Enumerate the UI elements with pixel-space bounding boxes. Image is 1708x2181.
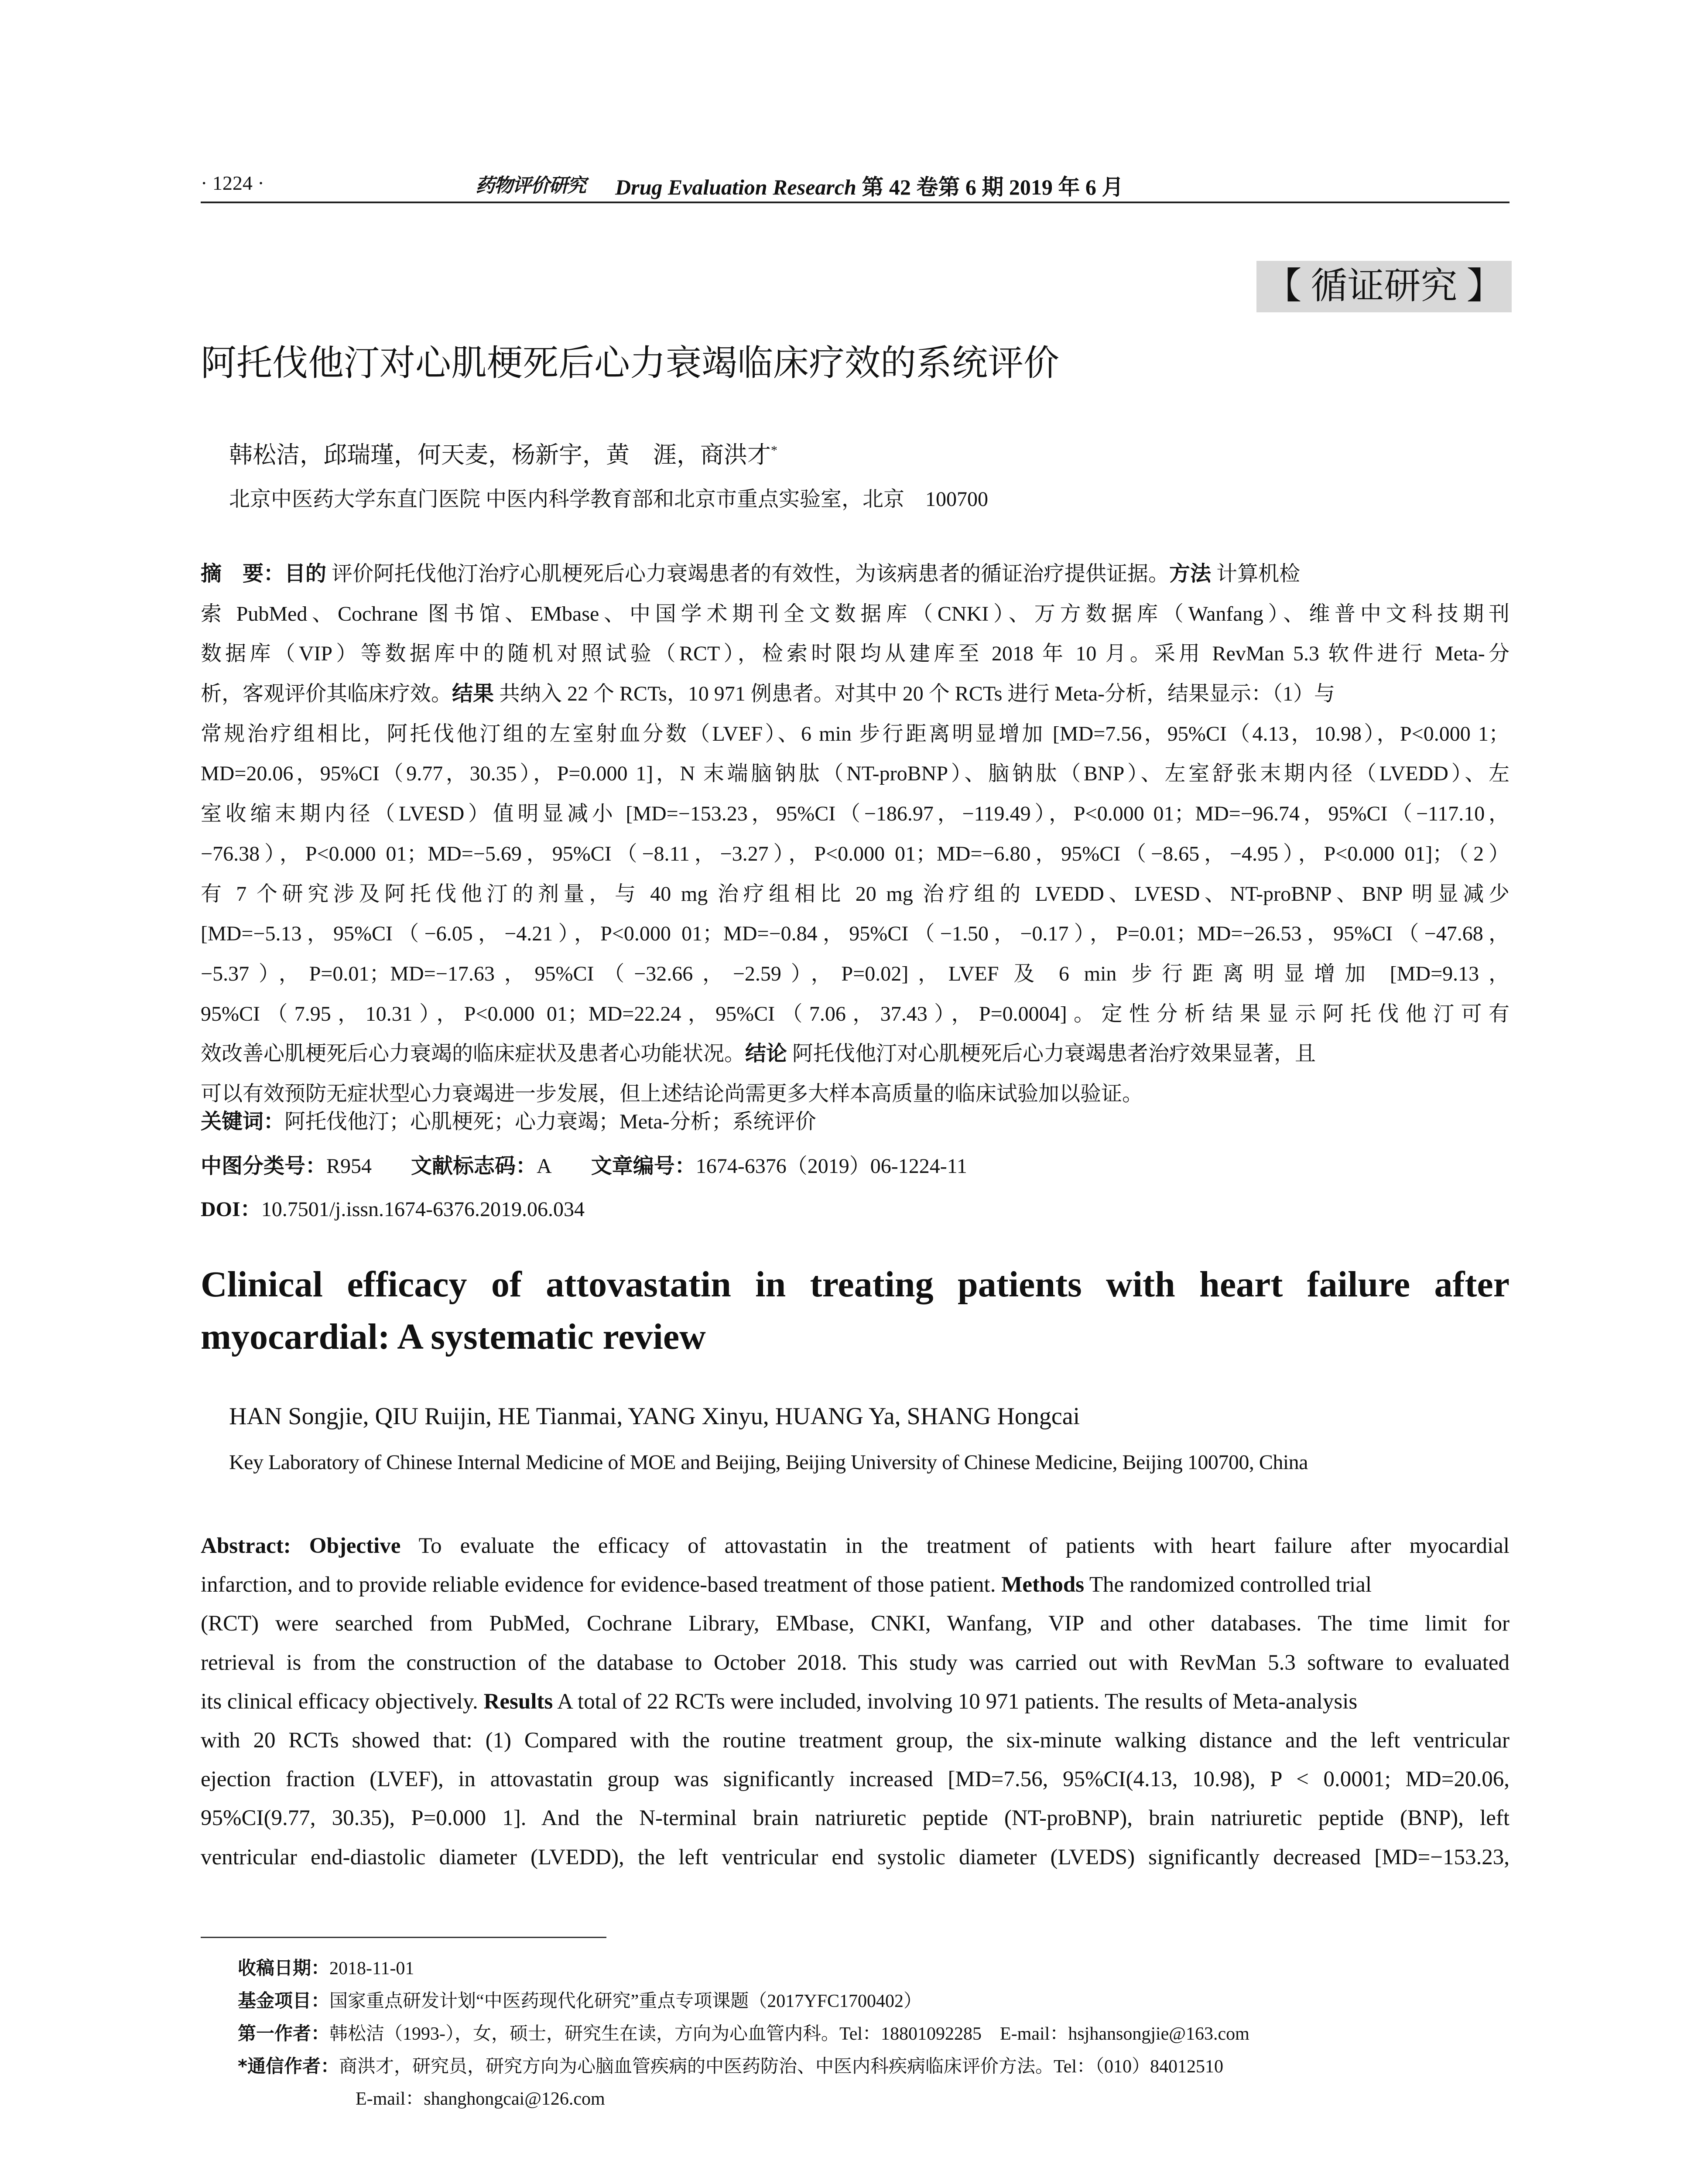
abstract-line: 室收缩末期内径（LVESD）值明显减小 [MD=−153.23，95%CI（−186.97，−119.49），P<0.000 01；MD=−96.74，95%CI（−117.10，	[201, 802, 1509, 826]
article-number: 1674-6376（2019）06-1224-11	[695, 1155, 967, 1178]
chinese-keywords	[201, 1104, 816, 1135]
doc-code-value: A	[537, 1155, 552, 1178]
journal-logo: 药物评价研究	[476, 175, 585, 196]
english-affiliation: Key Laboratory of Chinese Internal Medicine of MOE and Beijing, Beijing University of Chinese Medicine, Beijing 100700, China	[229, 1451, 1308, 1474]
section-label: 【 循证研究 】	[1256, 261, 1512, 312]
methods-label: Methods	[1001, 1573, 1085, 1597]
abstract-line: ejection fraction (LVEF), in attovastatin group was significantly increased [MD=7.56, 95%CI(4.13, 10.98), P < 0.0001; MD=20.06,	[201, 1767, 1509, 1792]
abstract-line: 析，客观评价其临床疗效。结果 共纳入 22 个 RCTs，10 971 例患者。对其中 20 个 RCTs 进行 Meta-分析，结果显示：（1）与	[201, 681, 1335, 706]
english-title-line: Clinical efficacy of attovastatin in treating patients with heart failure after	[201, 1264, 1509, 1305]
corresponding-mark: *	[771, 443, 777, 458]
abstract-line: 有 7 个研究涉及阿托伐他汀的剂量，与 40 mg 治疗组相比 20 mg 治疗组的 LVEDD、LVESD、NT-proBNP、BNP 明显减少	[201, 882, 1509, 906]
abstract-line: 95%CI（7.95，10.31），P<0.000 01；MD=22.24，95%CI（7.06，37.43），P=0.0004]。定性分析结果显示阿托伐他汀可有	[201, 1002, 1509, 1026]
doi-line: DOI：10.7501/j.issn.1674-6376.2019.06.034	[201, 1198, 585, 1221]
journal-issue: 第 42 卷第 6 期 2019 年 6 月	[862, 175, 1124, 199]
page-number: · 1224 ·	[201, 172, 264, 194]
chinese-title: 阿托伐他汀对心肌梗死后心力衰竭临床疗效的系统评价	[201, 342, 1060, 384]
abstract-line: ventricular end-diastolic diameter (LVEDD), the left ventricular end systolic diameter (LVEDS) significantly decreased [MD=−153.23,	[201, 1845, 1509, 1870]
journal-citation	[615, 170, 1123, 201]
abstract-line: (RCT) were searched from PubMed, Cochrane Library, EMbase, CNKI, Wanfang, VIP and other databases. The time limit for	[201, 1611, 1509, 1636]
abstract-line: infarction, and to provide reliable evidence for evidence-based treatment of those patient. Methods The randomized controlled trial	[201, 1573, 1372, 1597]
keywords-label: 关键词：	[201, 1109, 285, 1134]
abstract-line: 可以有效预防无症状型心力衰竭进一步发展，但上述结论尚需更多大样本高质量的临床试验加以验证。	[201, 1082, 1143, 1105]
first-author-info: 第一作者：韩松洁（1993-），女，硕士，研究生在读，方向为心血管内科。Tel：18801092285 E-mail：hsjhansongjie@163.com	[238, 2023, 1249, 2044]
abstract-line: −5.37），P=0.01；MD=−17.63，95%CI（−32.66，−2.59），P=0.02]，LVEF 及 6 min 步行距离明显增加 [MD=9.13，	[201, 962, 1509, 985]
abstract-line: MD=20.06，95%CI（9.77，30.35），P=0.000 1]，N 末端脑钠肽（NT-proBNP）、脑钠肽（BNP）、左室舒张末期内径（LVEDD）、左	[201, 762, 1509, 786]
chinese-authors	[229, 436, 777, 470]
abstract-line: 摘 要：目的 评价阿托伐他汀治疗心肌梗死后心力衰竭患者的有效性，为该病患者的循证治疗提供证据。方法 计算机检	[201, 561, 1301, 586]
abstract-line: −76.38），P<0.000 01；MD=−5.69，95%CI（−8.11，−3.27），P<0.000 01；MD=−6.80，95%CI（−8.65，−4.95），P<0.000 01]；（2）	[201, 842, 1509, 865]
abstract-line: [MD=−5.13，95%CI（−6.05，−4.21），P<0.000 01；MD=−0.84，95%CI（−1.50，−0.17），P=0.01；MD=−26.53，95%CI（−47.68，	[201, 922, 1509, 946]
conclusion-label: 结论	[745, 1041, 787, 1066]
methods-label: 方法	[1169, 561, 1212, 586]
abstract-label: 摘 要：	[201, 561, 285, 586]
objective-label: 目的	[284, 561, 327, 586]
abstract-objective-label: Abstract: Objective	[201, 1534, 401, 1558]
chinese-affiliation: 北京中医药大学东直门医院 中医内科学教育部和北京市重点实验室，北京 100700	[229, 488, 989, 511]
corresponding-email: E-mail：shanghongcai@126.com	[356, 2089, 605, 2109]
english-authors: HAN Songjie, QIU Ruijin, HE Tianmai, YANG Xinyu, HUANG Ya, SHANG Hongcai	[229, 1403, 1080, 1430]
classification-line: 中图分类号：R954 文献标志码：A 文章编号：1674-6376（2019）06-1224-11	[201, 1154, 967, 1178]
abstract-line: 索 PubMed、Cochrane 图书馆、EMbase、中国学术期刊全文数据库（CNKI）、万方数据库（Wanfang）、维普中文科技期刊	[201, 602, 1509, 626]
footnote-rule	[201, 1937, 606, 1938]
abstract-line: 常规治疗组相比，阿托伐他汀组的左室射血分数（LVEF）、6 min 步行距离明显增加 [MD=7.56，95%CI（4.13，10.98），P<0.000 1；	[201, 722, 1509, 745]
english-title	[201, 1258, 1509, 1363]
chinese-abstract	[201, 554, 1509, 1114]
abstract-line: Abstract: Objective To evaluate the efficacy of attovastatin in the treatment of patients with heart failure after myocardial	[201, 1534, 1509, 1558]
corresponding-author-info: *通信作者：商洪才，研究员，研究方向为心脑血管疾病的中医药防治、中医内科疾病临床评价方法。Tel：（010）84012510	[238, 2055, 1224, 2077]
english-title-line: myocardial: A systematic review	[201, 1316, 706, 1357]
keywords-value: 阿托伐他汀；心肌梗死；心力衰竭；Meta-分析；系统评价	[284, 1110, 816, 1133]
abstract-line: its clinical efficacy objectively. Results A total of 22 RCTs were included, involving 10 971 patients. The results of Meta-analysis	[201, 1689, 1358, 1714]
journal-name: Drug Evaluation Research	[615, 175, 856, 199]
doi-value: 10.7501/j.issn.1674-6376.2019.06.034	[261, 1198, 585, 1221]
results-label: 结果	[452, 681, 494, 706]
abstract-line: 数据库（VIP）等数据库中的随机对照试验（RCT），检索时限均从建库至 2018 年 10 月。采用 RevMan 5.3 软件进行 Meta-分	[201, 642, 1509, 666]
footnotes	[238, 1952, 1249, 2115]
abstract-line: retrieval is from the construction of the database to October 2018. This study was carried out with RevMan 5.3 software to evaluated	[201, 1650, 1509, 1675]
abstract-line: 95%CI(9.77, 30.35), P=0.000 1]. And the N-terminal brain natriuretic peptide (NT-proBNP), brain natriuretic peptide (BNP), left	[201, 1806, 1509, 1831]
header-rule	[201, 202, 1509, 203]
abstract-line: with 20 RCTs showed that: (1) Compared with the routine treatment group, the six-minute walking distance and the left ventricular	[201, 1728, 1509, 1753]
fund-info: 基金项目：国家重点研发计划“中医药现代化研究”重点专项课题（2017YFC1700402）	[238, 1990, 922, 2011]
abstract-line: 效改善心肌梗死后心力衰竭的临床症状及患者心功能状况。结论 阿托伐他汀对心肌梗死后心力衰竭患者治疗效果显著，且	[201, 1041, 1316, 1066]
class-value: R954	[326, 1155, 372, 1178]
results-label: Results	[483, 1689, 553, 1714]
running-header	[201, 168, 1509, 198]
received-date: 收稿日期：2018-11-01	[238, 1957, 414, 1979]
english-abstract	[201, 1527, 1509, 1877]
author-list: 韩松洁，邱瑞瑾，何天麦，杨新宇，黄 涯，商洪才	[229, 442, 771, 468]
